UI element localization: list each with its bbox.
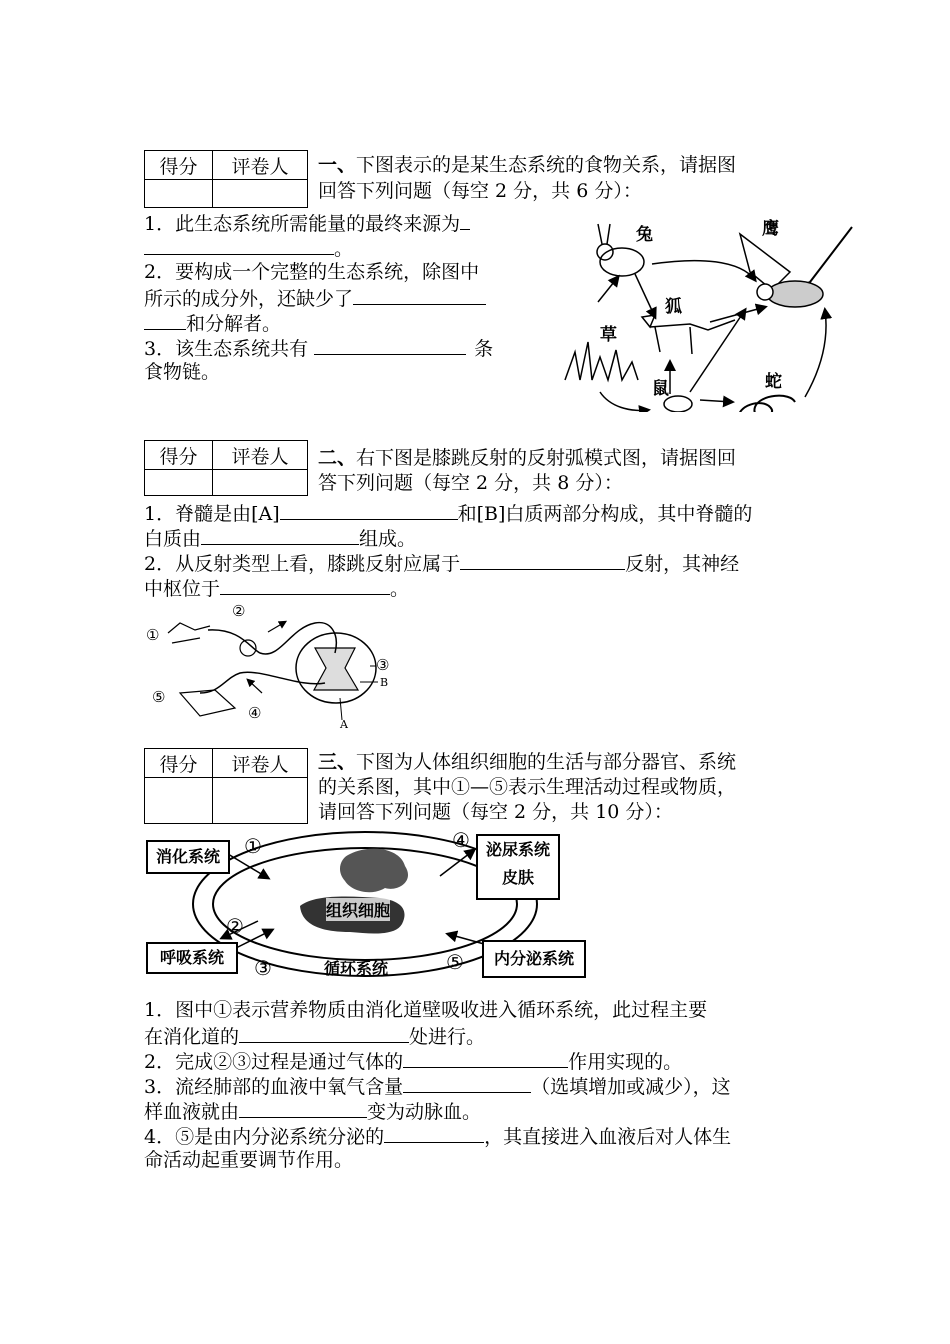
s1-q1: 1．此生态系统所需能量的最终来源为	[144, 210, 470, 237]
rabbit-label: 兔	[636, 225, 653, 245]
grader-cell[interactable]	[213, 778, 308, 824]
fox-icon	[642, 315, 735, 354]
snake-icon	[738, 396, 795, 412]
s3-q4-blank[interactable]	[384, 1123, 484, 1143]
endocrine-system-box: 内分泌系统	[482, 940, 586, 978]
num-5: ⑤	[446, 950, 464, 974]
grader-header: 评卷人	[213, 749, 308, 778]
section3-title-line2: 的关系图，其中①—⑤表示生理活动过程或物质，	[318, 776, 737, 798]
num-4: ④	[452, 828, 470, 852]
eagle-icon	[740, 227, 852, 307]
tissue-cell-label: 组织细胞	[326, 898, 390, 921]
food-web-diagram	[560, 212, 860, 412]
section1-title-line2: 回答下列问题（每空 2 分，共 6 分）：	[318, 180, 642, 202]
snake-label: 蛇	[765, 372, 782, 392]
respiratory-system-box: 呼吸系统	[146, 942, 238, 974]
s1-q2-blank[interactable]	[353, 285, 486, 305]
grader-header: 评卷人	[213, 441, 308, 470]
score-header: 得分	[145, 441, 213, 470]
label-4: ④	[248, 704, 262, 722]
s3-q4: 4．⑤是由内分泌系统分泌的 ，其直接进入血液后对人体生	[144, 1123, 731, 1150]
grass-label: 草	[600, 325, 617, 345]
label-3: ③	[376, 656, 390, 674]
circulatory-system-label: 循环系统	[324, 959, 389, 978]
score-header: 得分	[145, 749, 213, 778]
s3-q3: 3．流经肺部的血液中氧气含量 （选填增加或减少），这	[144, 1073, 731, 1100]
digestive-system-box: 消化系统	[146, 840, 230, 874]
s3-q1-blank[interactable]	[239, 1023, 409, 1043]
section1-title: 一、下图表示的是某生态系统的食物关系，请据图	[318, 154, 737, 176]
s2-q1-blank-a[interactable]	[280, 500, 458, 520]
section-number: 三、	[318, 751, 357, 773]
score-table-3	[144, 748, 308, 824]
section-number: 一、	[318, 154, 357, 176]
label-A: A	[340, 718, 348, 731]
score-cell[interactable]	[145, 470, 213, 496]
score-cell[interactable]	[145, 180, 213, 208]
grader-header: 评卷人	[213, 151, 308, 180]
s2-q1-blank-b[interactable]	[201, 525, 359, 545]
section3-title: 三、下图为人体组织细胞的生活与部分器官、系统	[318, 751, 737, 773]
section3-title-line3: 请回答下列问题（每空 2 分，共 10 分）：	[318, 801, 673, 823]
s1-q3-blank[interactable]	[314, 335, 466, 355]
num-2: ②	[226, 914, 244, 938]
s2-q2-blank-a[interactable]	[460, 550, 625, 570]
s1-q2: 2．要构成一个完整的生态系统，除图中	[144, 261, 480, 283]
section2-title-line2: 答下列问题（每空 2 分，共 8 分）：	[318, 472, 623, 494]
label-5: ⑤	[152, 688, 166, 706]
s1-q1-blank[interactable]	[144, 235, 334, 255]
reflex-arc-diagram	[140, 598, 400, 733]
score-table-2	[144, 440, 308, 496]
label-2: ②	[232, 602, 246, 620]
s2-q2-blank-b[interactable]	[220, 575, 390, 595]
urinary-system-label: 泌尿系统	[485, 840, 550, 859]
s3-q2-blank[interactable]	[403, 1048, 568, 1068]
grader-cell[interactable]	[213, 180, 308, 208]
s2-q2: 2．从反射类型上看，膝跳反射应属于 反射，其神经	[144, 550, 739, 577]
label-1: ①	[146, 626, 160, 644]
grass-icon	[565, 342, 638, 380]
score-cell[interactable]	[145, 778, 213, 824]
grader-cell[interactable]	[213, 470, 308, 496]
eagle-label: 鹰	[762, 219, 779, 239]
s1-q3: 3．该生态系统共有 条	[144, 335, 493, 362]
score-header: 得分	[145, 151, 213, 180]
label-B: B	[380, 676, 389, 689]
s3-q2: 2．完成②③过程是通过气体的 作用实现的。	[144, 1048, 682, 1075]
s3-q3-blank-b[interactable]	[239, 1098, 367, 1118]
score-table-1	[144, 150, 308, 208]
body-systems-diagram	[140, 826, 600, 986]
s2-q1: 1．脊髓是由[A] 和[B]白质两部分构成，其中脊髓的	[144, 500, 752, 527]
urinary-skin-box	[476, 834, 560, 900]
num-1: ①	[244, 834, 262, 858]
mouse-label: 鼠	[652, 379, 669, 399]
num-3: ③	[254, 956, 272, 980]
section-number: 二、	[318, 447, 357, 469]
skin-label: 皮肤	[501, 868, 534, 887]
s3-q3-blank-a[interactable]	[403, 1073, 531, 1093]
section2-title: 二、右下图是膝跳反射的反射弧模式图，请据图回	[318, 447, 737, 469]
fox-label: 狐	[665, 297, 682, 317]
s3-q1: 1．图中①表示营养物质由消化道壁吸收进入循环系统，此过程主要	[144, 999, 708, 1021]
